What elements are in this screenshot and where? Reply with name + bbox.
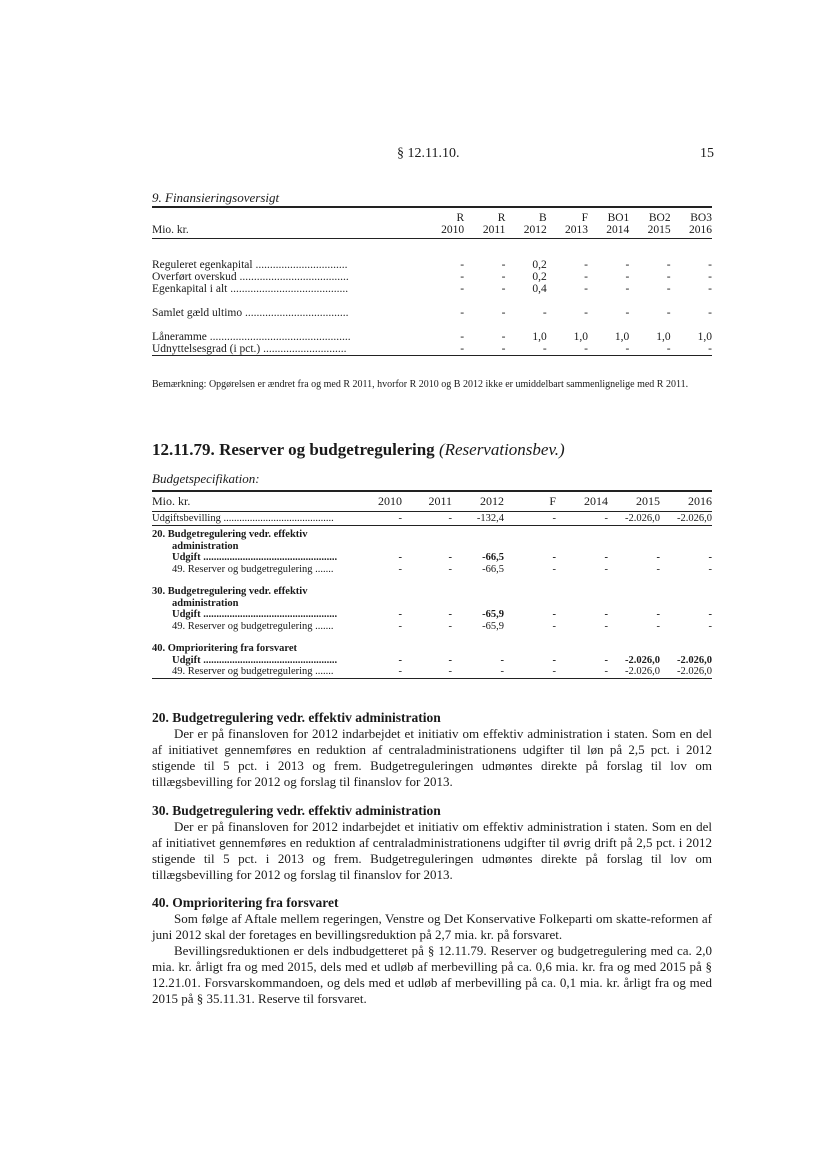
text-paragraph: Der er på finansloven for 2012 indarbejdet et initiativ om effektiv administration i staten. Som en del af initiativet gennemføres en reduktion af centraladministrationens udgifter til løn på 2,5 pct. i 2012 stigende til 5 pct. i 2013 og frem. Budgetreguleringen udmøntes direkte på forslag til lov om tillægsbevilling for 2012 og forslag til finanslov for 2013. [152, 726, 712, 789]
table-row: 20. Budgetregulering vedr. effektiv [152, 529, 308, 540]
budget-col: 2016 [660, 491, 712, 511]
table-row: 49. Reserver og budgetregulering ....... - - -66,5 - - - - [172, 563, 712, 575]
fin-unit: Mio. kr. [152, 224, 423, 239]
table-row: Låneramme ................................................. - - 1,0 1,0 1,0 1,0 1,0 [152, 331, 712, 343]
table-row: administration [172, 597, 239, 609]
text-section-30 [152, 803, 712, 883]
table-row: 49. Reserver og budgetregulering ....... - - -65,9 - - - - [172, 620, 712, 632]
budget-col: 2014 [556, 491, 608, 511]
table-row: administration [172, 540, 239, 552]
fin-header-years [152, 224, 712, 239]
budget-title: Budgetspecifikation: [152, 471, 260, 486]
table-row: 30. Budgetregulering vedr. effektiv [152, 586, 308, 597]
section-number: 12.11.79. [152, 440, 215, 459]
fin-col-type: BO3 [671, 207, 712, 224]
table-row: Udgiftsbevilling .......................................... - - -132,4 - - -2.026,0 -2.026,0 [152, 512, 712, 524]
table-row: Udnyttelsesgrad (i pct.) ............................. - - - - - - - [152, 343, 712, 355]
budget-col: 2010 [352, 491, 402, 511]
fin-col-year: 2010 [423, 224, 464, 239]
section-subtitle: (Reservationsbev.) [438, 440, 565, 459]
text-section-40 [152, 895, 712, 1007]
budget-col: 2015 [608, 491, 660, 511]
text-section-20 [152, 710, 712, 790]
fin-col-year: 2011 [464, 224, 505, 239]
budget-col: 2011 [402, 491, 452, 511]
fin-col-year: 2015 [629, 224, 670, 239]
table-row: 40. Omprioritering fra forsvaret [152, 643, 298, 654]
table-row: Udgift ................................................... - - - - - -2.026,0 -2.026,0 [172, 654, 712, 666]
table-row: Udgift ................................................... - - -66,5 - - - - [172, 552, 712, 563]
fin-col-type: BO1 [588, 207, 629, 224]
budget-col: F [504, 491, 556, 511]
fin-col-year: 2014 [588, 224, 629, 239]
fin-title: 9. Finansieringsoversigt [152, 190, 280, 205]
text-paragraph: Bevillingsreduktionen er dels indbudgetteret på § 12.11.79. Reserver og budgetregulering med ca. 2,0 mia. kr. årligt fra og med 2015, dels med et udløb af merbevilling på ca. 0,6 mia. kr. fra og med 2015 på § 12.21.01. Forsvarskommandoen, og dels med et udløb af merbevilling på ca. 0,1 mia. kr. årligt fra og med 2015 på § 35.11.31. Reserve til forsvaret. [152, 943, 712, 1006]
table-row: Egenkapital i alt ......................................... - - 0,4 - - - - [152, 283, 712, 295]
text-heading: 30. Budgetregulering vedr. effektiv administration [152, 803, 441, 818]
section-heading [152, 440, 565, 460]
table-row: Samlet gæld ultimo .................................... - - - - - - - [152, 307, 712, 319]
fin-col-type: BO2 [629, 207, 670, 224]
fin-col-type: R [464, 207, 505, 224]
fin-col-type: B [505, 207, 546, 224]
text-paragraph: Der er på finansloven for 2012 indarbejdet et initiativ om effektiv administration i staten. Som en del af initiativet gennemføres en reduktion af centraladministrationens udgifter til øvrig drift på 2,5 pct. i 2012 stigende til 5 pct. i 2013 og frem. Budgetreguleringen udmøntes direkte på forslag til lov om tillægsbevilling for 2012 og forslag til finanslov for 2013. [152, 819, 712, 882]
text-heading: 40. Omprioritering fra forsvaret [152, 895, 339, 910]
fin-col-type: R [423, 207, 464, 224]
section-title: Reserver og budgetregulering [219, 440, 435, 459]
fin-col-year: 2016 [671, 224, 712, 239]
budget-unit: Mio. kr. [152, 491, 352, 511]
table-row: 49. Reserver og budgetregulering ....... - - - - - -2.026,0 -2.026,0 [152, 666, 712, 678]
fin-header-types [152, 207, 712, 224]
text-paragraph: Som følge af Aftale mellem regeringen, Venstre og Det Konservative Folkeparti om skatte-reformen af juni 2012 skal der foretages en bevillingsreduktion på 2,7 mia. kr. på forsvaret. [152, 911, 712, 942]
table-row: Udgift ................................................... - - -65,9 - - - - [172, 609, 712, 620]
fin-col-type: F [547, 207, 588, 224]
table-row: Reguleret egenkapital ................................ - - 0,2 - - - - [152, 259, 712, 271]
table-row: Overført overskud ...................................... - - 0,2 - - - - [152, 271, 712, 283]
page-number: 15 [700, 146, 714, 161]
budget-header [152, 491, 712, 511]
fin-col-year: 2013 [547, 224, 588, 239]
budget-col: 2012 [452, 491, 504, 511]
fin-note: Bemærkning: Opgørelsen er ændret fra og med R 2011, hvorfor R 2010 og B 2012 ikke er umiddelbart sammenlignelige med R 2011. [152, 379, 689, 390]
text-heading: 20. Budgetregulering vedr. effektiv administration [152, 710, 441, 725]
fin-table [152, 206, 712, 356]
budget-table [152, 490, 712, 679]
fin-col-year: 2012 [505, 224, 546, 239]
header-section: § 12.11.10. [397, 146, 460, 161]
